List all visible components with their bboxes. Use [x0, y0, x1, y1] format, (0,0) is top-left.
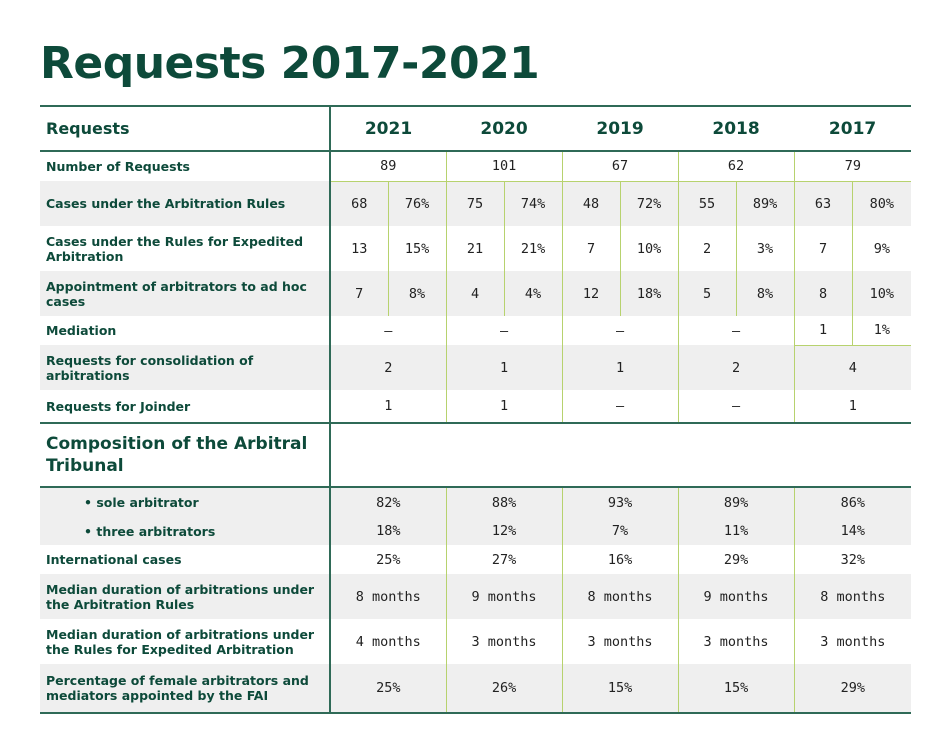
- table-row: [40, 574, 911, 619]
- cell: 5: [678, 271, 736, 316]
- row-label: Percentage of female arbitrators and mediators appointed by the FAI: [40, 664, 330, 713]
- cell: 1: [446, 390, 562, 423]
- table-row: [40, 487, 911, 517]
- row-label: Median duration of arbitrations under the Arbitration Rules: [40, 574, 330, 619]
- cell: –: [330, 316, 446, 345]
- requests-table: [40, 105, 911, 714]
- cell: 29%: [794, 664, 911, 713]
- row-label: • sole arbitrator: [40, 487, 330, 517]
- table-row: [40, 545, 911, 574]
- cell: 79: [794, 151, 911, 181]
- cell: 3 months: [562, 619, 678, 664]
- row-label: Median duration of arbitrations under the Rules for Expedited Arbitration: [46, 626, 315, 657]
- cell: 1: [562, 345, 678, 390]
- row-label: Mediation: [46, 323, 117, 338]
- year-header: 2018: [678, 106, 794, 151]
- cell: 68: [330, 181, 388, 226]
- table-row: [40, 517, 911, 545]
- cell: 72%: [620, 181, 678, 226]
- row-label: Requests for Joinder: [46, 398, 191, 414]
- table-row: [40, 619, 911, 664]
- cell: 89: [330, 151, 446, 181]
- year-header: 2021: [330, 106, 446, 151]
- cell: 3%: [736, 226, 794, 271]
- cell: 2: [330, 345, 446, 390]
- cell: 1: [794, 316, 852, 345]
- cell: –: [678, 316, 794, 345]
- cell: 74%: [504, 181, 562, 226]
- cell: 93%: [562, 487, 678, 517]
- table-row: [40, 664, 911, 713]
- cell: 4%: [504, 271, 562, 316]
- year-header: 2020: [446, 106, 562, 151]
- cell: –: [562, 390, 678, 423]
- cell: 4 months: [330, 619, 446, 664]
- cell: 27%: [446, 545, 562, 574]
- cell: 12: [562, 271, 620, 316]
- cell: 15%: [388, 226, 446, 271]
- cell: 29%: [678, 545, 794, 574]
- cell: 1: [446, 345, 562, 390]
- row-label: • three arbitrators: [40, 517, 330, 545]
- header-label: Requests: [40, 106, 330, 151]
- cell: 1%: [852, 316, 911, 345]
- cell: 21%: [504, 226, 562, 271]
- cell: 3 months: [446, 619, 562, 664]
- row-label: Number of Requests: [46, 159, 190, 174]
- row-label: Requests for consolidation of arbitrations: [40, 345, 330, 390]
- table-row: [40, 316, 911, 345]
- cell: 18%: [620, 271, 678, 316]
- row-label: Cases under the Rules for Expedited Arbitration: [46, 233, 304, 264]
- cell: 48: [562, 181, 620, 226]
- row-label: International cases: [46, 552, 182, 567]
- cell: 4: [794, 345, 911, 390]
- table-row: [40, 226, 911, 271]
- cell: 1: [794, 390, 911, 423]
- table-row: [40, 271, 911, 316]
- row-label: Cases under the Arbitration Rules: [40, 181, 330, 226]
- page-title: Requests 2017-2021: [40, 38, 540, 89]
- cell: 32%: [794, 545, 911, 574]
- cell: 10%: [852, 271, 911, 316]
- cell: 10%: [620, 226, 678, 271]
- cell: 16%: [562, 545, 678, 574]
- header-row: [40, 106, 911, 151]
- cell: 7: [794, 226, 852, 271]
- cell: 76%: [388, 181, 446, 226]
- cell: 67: [562, 151, 678, 181]
- cell: 9%: [852, 226, 911, 271]
- cell: 8%: [388, 271, 446, 316]
- cell: 2: [678, 226, 736, 271]
- cell: 80%: [852, 181, 911, 226]
- year-header: 2017: [794, 106, 911, 151]
- cell: 14%: [794, 517, 911, 545]
- cell: –: [562, 316, 678, 345]
- cell: 8 months: [562, 574, 678, 619]
- cell: 1: [330, 390, 446, 423]
- cell: 101: [446, 151, 562, 181]
- cell: –: [678, 390, 794, 423]
- cell: 89%: [678, 487, 794, 517]
- cell: 12%: [446, 517, 562, 545]
- cell: 63: [794, 181, 852, 226]
- cell: 15%: [562, 664, 678, 713]
- cell: 4: [446, 271, 504, 316]
- cell: 55: [678, 181, 736, 226]
- cell: 11%: [678, 517, 794, 545]
- cell: 25%: [330, 545, 446, 574]
- year-header: 2019: [562, 106, 678, 151]
- cell: 13: [330, 226, 388, 271]
- cell: 9 months: [446, 574, 562, 619]
- table-row: [40, 151, 911, 181]
- cell: 2: [678, 345, 794, 390]
- section-header-row: [40, 423, 911, 487]
- section-heading: Composition of the Arbitral Tribunal: [40, 423, 330, 487]
- cell: 9 months: [678, 574, 794, 619]
- cell: 8 months: [330, 574, 446, 619]
- cell: 8%: [736, 271, 794, 316]
- row-label: Appointment of arbitrators to ad hoc cases: [40, 271, 330, 316]
- table-row: [40, 390, 911, 423]
- table-row: [40, 181, 911, 226]
- cell: 7%: [562, 517, 678, 545]
- cell: 3 months: [794, 619, 911, 664]
- cell: 75: [446, 181, 504, 226]
- table-row: [40, 345, 911, 390]
- cell: 7: [330, 271, 388, 316]
- cell: 89%: [736, 181, 794, 226]
- cell: 86%: [794, 487, 911, 517]
- cell: 25%: [330, 664, 446, 713]
- cell: 21: [446, 226, 504, 271]
- section-blank: [330, 423, 911, 487]
- cell: 8 months: [794, 574, 911, 619]
- cell: 8: [794, 271, 852, 316]
- cell: 18%: [330, 517, 446, 545]
- cell: 26%: [446, 664, 562, 713]
- cell: 62: [678, 151, 794, 181]
- cell: 15%: [678, 664, 794, 713]
- cell: 82%: [330, 487, 446, 517]
- cell: 3 months: [678, 619, 794, 664]
- cell: –: [446, 316, 562, 345]
- cell: 7: [562, 226, 620, 271]
- cell: 88%: [446, 487, 562, 517]
